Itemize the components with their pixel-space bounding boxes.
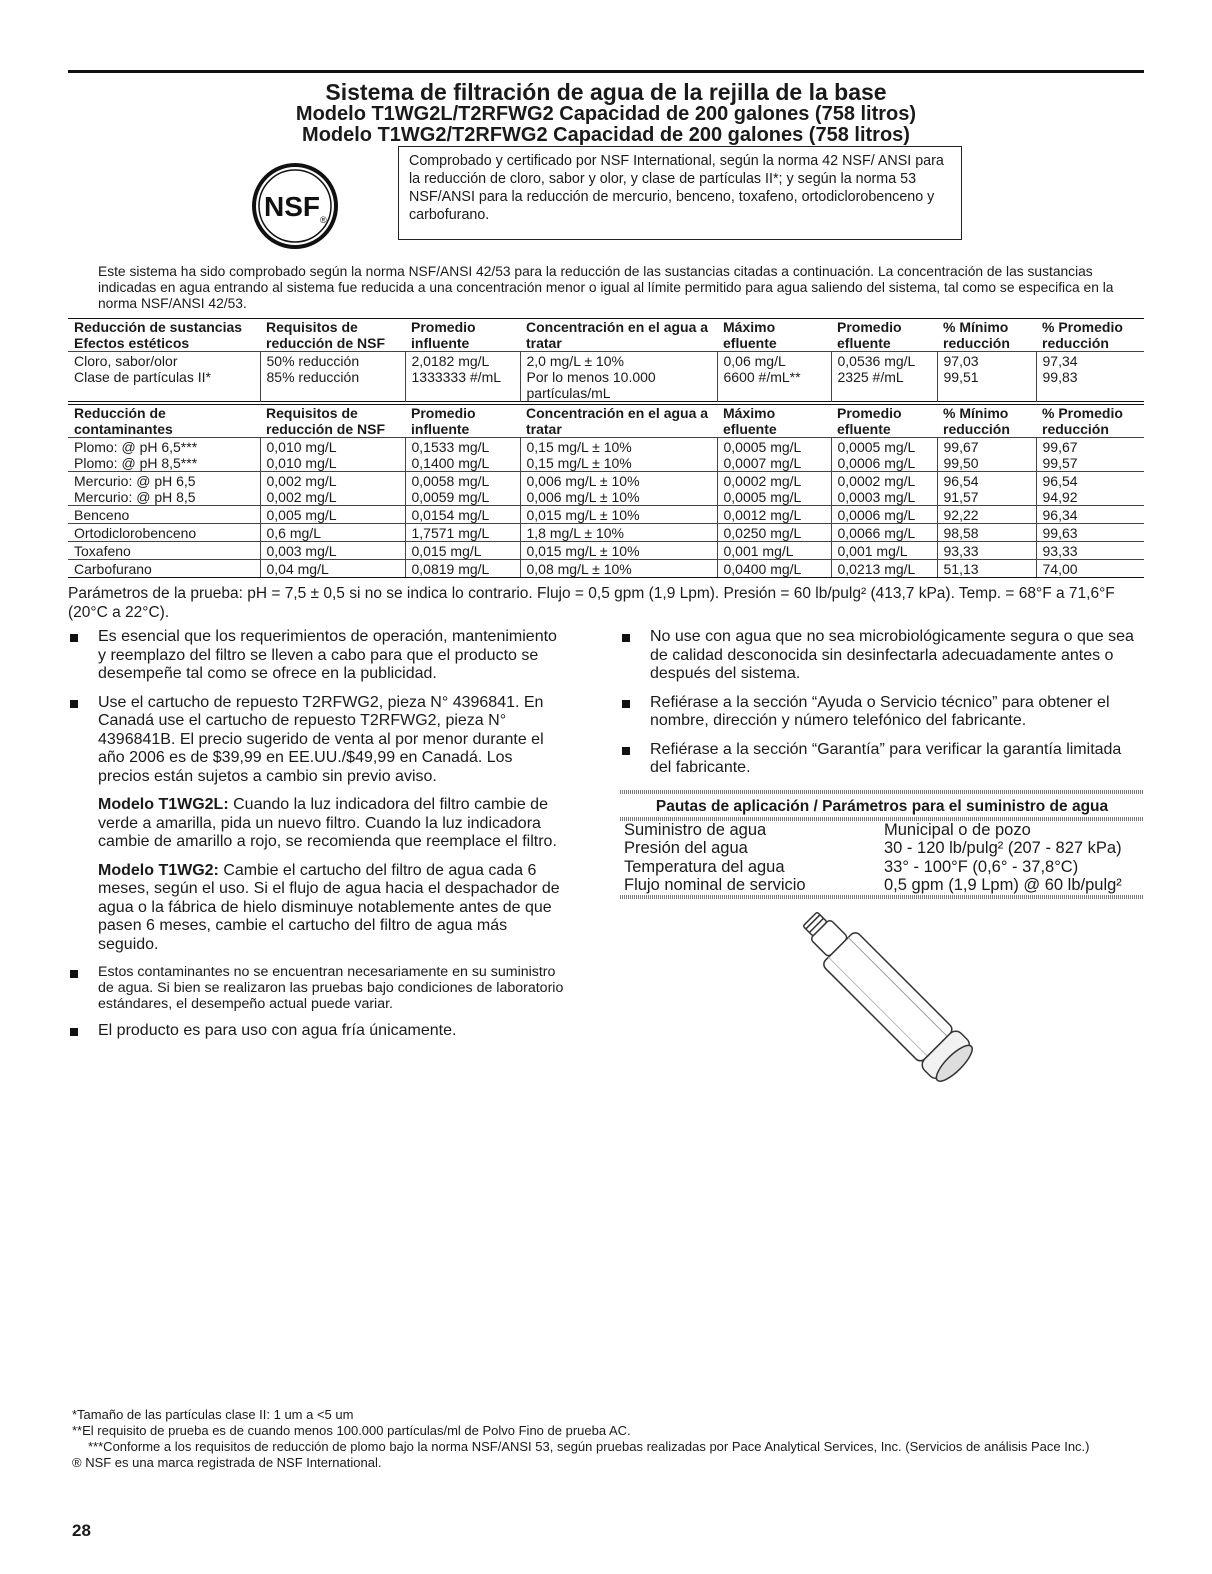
certification-row (68, 146, 1144, 254)
left-column (68, 628, 568, 1051)
table-cell: 0,08 mg/L ± 10% (520, 560, 717, 578)
water-filter-cartridge-icon (620, 899, 1144, 1089)
pautas-table (620, 821, 1144, 895)
table-row (68, 352, 1144, 402)
intro-paragraph: Este sistema ha sido comprobado según la norma NSF/ANSI 42/53 para la reducción de las sustancias citadas a continuación. La concentración de las sustancias indicadas en agua entrando al sistema fue reducida a una concentración menor o igual al límite permitido para agua saliendo del sistema, tal como se especifica en la norma NSF/ANSI 42/53. (98, 264, 1114, 311)
certification-box: Comprobado y certificado por NSF International, según la norma 42 NSF/ ANSI para la reducción de cloro, sabor y olor, y clase de partículas II*; y según la norma 53 NSF/ANSI para la reducción de mercurio, benceno, toxafeno, ortodiclorobenceno y carbofurano. (398, 146, 962, 240)
model-t1wg2l-label: Modelo T1WG2L: (98, 796, 229, 813)
table-cell: 0,0006 mg/L (831, 506, 937, 524)
nsf-logo-icon (250, 161, 340, 251)
table-header-cell: Promedio influente (405, 405, 520, 438)
table-cell: 0,0012 mg/L (717, 506, 831, 524)
table-cell: 0,1533 mg/L 0,1400 mg/L (405, 438, 520, 472)
table-cell: 0,6 mg/L (260, 524, 405, 542)
notes-columns (68, 628, 1144, 1108)
table-cell: 97,34 99,83 (1036, 352, 1144, 402)
pautas-label: Suministro de agua (624, 820, 767, 839)
page-title: Sistema de filtración de agua de la rejilla de la base (325, 79, 887, 105)
table-header-cell: % Mínimo reducción (937, 319, 1036, 352)
table-row (68, 438, 1144, 472)
table-header-row (68, 405, 1144, 438)
table-cell: 0,0536 mg/L 2325 #/mL (831, 352, 937, 402)
table-cell: Plomo: @ pH 6,5*** Plomo: @ pH 8,5*** (68, 438, 260, 472)
table-cell: 0,015 mg/L (405, 542, 520, 560)
table-header-cell: Promedio efluente (831, 319, 937, 352)
svg-text:®: ® (320, 215, 327, 225)
table-cell: 99,67 99,57 (1036, 438, 1144, 472)
table-cell: 93,33 (937, 542, 1036, 560)
table-cell: Mercurio: @ pH 6,5 Mercurio: @ pH 8,5 (68, 472, 260, 506)
table-cell: Toxafeno (68, 542, 260, 560)
table-header-cell: Concentración en el agua a tratar (520, 405, 717, 438)
model-t1wg2-label: Modelo T1WG2: (98, 861, 219, 879)
table-cell: 96,54 94,92 (1036, 472, 1144, 506)
table-row (68, 506, 1144, 524)
table-cell: 50% reducción 85% reducción (260, 352, 405, 402)
footnote-trademark: ® NSF es una marca registrada de NSF International. (72, 1455, 382, 1470)
table-cell: 2,0182 mg/L 1333333 #/mL (405, 352, 520, 402)
model-line-1: Modelo T1WG2L/T2RFWG2 Capacidad de 200 galones (758 litros) (295, 103, 917, 125)
table-header-cell: Reducción de contaminantes (68, 405, 260, 438)
table-cell: Benceno (68, 506, 260, 524)
table-cell: 99,63 (1036, 524, 1144, 542)
footnotes (72, 1407, 1152, 1471)
table-row (68, 542, 1144, 560)
table-cell: 93,33 (1036, 542, 1144, 560)
table-cell: 0,0066 mg/L (831, 524, 937, 542)
table-header-cell: Concentración en el agua a tratar (520, 319, 717, 352)
model-line-2: Modelo T1WG2/T2RFWG2 Capacidad de 200 galones (758 litros) (302, 124, 910, 146)
table-cell: Carbofurano (68, 560, 260, 578)
table-cell: 0,0005 mg/L 0,0006 mg/L (831, 438, 937, 472)
pautas-value: 30 - 120 lb/pulg² (207 - 827 kPa) (884, 839, 1122, 857)
table-cell: 0,0400 mg/L (717, 560, 831, 578)
bullet-cold-water: El producto es para uso con agua fría únicamente. (68, 1022, 568, 1041)
table-cell: 0,015 mg/L ± 10% (520, 542, 717, 560)
table-cell: Ortodiclorobenceno (68, 524, 260, 542)
table-row (68, 524, 1144, 542)
table-header-cell: Promedio efluente (831, 405, 937, 438)
top-rule (68, 70, 1144, 73)
page-number: 28 (72, 1521, 91, 1540)
table-cell: 0,003 mg/L (260, 542, 405, 560)
table-cell: 0,001 mg/L (831, 542, 937, 560)
table-cell: 0,006 mg/L ± 10% 0,006 mg/L ± 10% (520, 472, 717, 506)
model-t1wg2-note (68, 862, 568, 955)
footnote-test-dust: **El requisito de prueba es de cuando menos 100.000 partículas/ml de Polvo Fino de prueba AC. (72, 1423, 631, 1438)
table-header-cell: Máximo efluente (717, 405, 831, 438)
table-cell: 0,0213 mg/L (831, 560, 937, 578)
model-t1wg2l-text: Cuando la luz indicadora del filtro cambie de verde a amarilla, pida un nuevo filtro. Cuando la luz indicadora cambie de amarillo a rojo, se recomienda que reemplace el filtro. (98, 796, 557, 850)
table-header-cell: Reducción de sustancias Efectos estéticos (68, 319, 260, 352)
table-cell: 1,7571 mg/L (405, 524, 520, 542)
table-cell: 99,67 99,50 (937, 438, 1036, 472)
footnote-lead: ***Conforme a los requisitos de reducción de plomo bajo la norma NSF/ANSI 53, según pruebas realizadas por Pace Analytical Services, Inc. (Servicios de análisis Pace Inc.) (88, 1439, 1090, 1454)
table-cell: 0,0002 mg/L 0,0005 mg/L (717, 472, 831, 506)
table-cell: 0,0819 mg/L (405, 560, 520, 578)
bullet-service-section: Refiérase a la sección “Ayuda o Servicio técnico” para obtener el nombre, dirección y número telefónico del fabricante. (620, 694, 1144, 731)
table-cell: 0,0154 mg/L (405, 506, 520, 524)
bullet-operation: Es esencial que los requerimientos de operación, mantenimiento y reemplazo del filtro se lleven a cabo para que el producto se desempeñe tal como se ofrece en la publicidad. (68, 628, 568, 684)
pautas-label: Flujo nominal de servicio (624, 876, 806, 894)
performance-table (68, 318, 1144, 578)
table-header-cell: % Mínimo reducción (937, 405, 1036, 438)
table-cell: 2,0 mg/L ± 10% Por lo menos 10.000 partículas/mL (520, 352, 717, 402)
table-row (68, 560, 1144, 578)
table-cell: 0,002 mg/L 0,002 mg/L (260, 472, 405, 506)
table-header-cell: Requisitos de reducción de NSF (260, 405, 405, 438)
bullet-microbiological: No use con agua que no sea microbiológicamente segura o que sea de calidad desconocida sin desinfectarla adecuadamente antes o después del sistema. (620, 628, 1144, 684)
nsf-logo-text: NSF (264, 191, 320, 222)
table-cell: 0,001 mg/L (717, 542, 831, 560)
table-cell: 0,015 mg/L ± 10% (520, 506, 717, 524)
model-t1wg2-text: Cambie el cartucho del filtro de agua cada 6 meses, según el uso. Si el flujo de agua hacia el despachador de agua o la fábrica de hielo disminuye notablemente antes de que pasen 6 meses, cambie el cartucho del filtro de agua más seguido. (98, 861, 560, 953)
table-cell: 0,04 mg/L (260, 560, 405, 578)
table-header-cell: Máximo efluente (717, 319, 831, 352)
table-cell: 0,0005 mg/L 0,0007 mg/L (717, 438, 831, 472)
model-t1wg2l-note (68, 796, 568, 852)
pautas-value: 33° - 100°F (0,6° - 37,8°C) (884, 857, 1079, 876)
pautas-value: Municipal o de pozo (884, 820, 1031, 839)
table-cell: 0,010 mg/L 0,010 mg/L (260, 438, 405, 472)
table-cell: 0,005 mg/L (260, 506, 405, 524)
table-cell: 0,0250 mg/L (717, 524, 831, 542)
page (68, 70, 1144, 1108)
table-cell: 0,06 mg/L 6600 #/mL** (717, 352, 831, 402)
footnote-particles: *Tamaño de las partículas clase II: 1 um a <5 um (72, 1407, 354, 1422)
table-cell: 0,0002 mg/L 0,0003 mg/L (831, 472, 937, 506)
bullet-replacement-cartridge: Use el cartucho de repuesto T2RFWG2, pieza N° 4396841. En Canadá use el cartucho de repuesto T2RFWG2, pieza N° 4396841B. El precio sugerido de venta al por menor durante el año 2006 es de $39,99 en EE.UU./$49,99 en Canadá. Los precios están sujetos a cambio sin previo aviso. (68, 694, 568, 787)
table-cell: 96,34 (1036, 506, 1144, 524)
table-header-cell: Requisitos de reducción de NSF (260, 319, 405, 352)
table-cell: 96,54 91,57 (937, 472, 1036, 506)
pautas-label: Presión del agua (624, 839, 748, 857)
table-cell: 97,03 99,51 (937, 352, 1036, 402)
table-cell: Cloro, sabor/olor Clase de partículas II* (68, 352, 260, 402)
table-cell: 51,13 (937, 560, 1036, 578)
right-column (620, 628, 1144, 1089)
table-cell: 92,22 (937, 506, 1036, 524)
pautas-value: 0,5 gpm (1,9 Lpm) @ 60 lb/pulg² (884, 876, 1122, 894)
table-header-row (68, 319, 1144, 352)
table-cell: 98,58 (937, 524, 1036, 542)
pautas-title: Pautas de aplicación / Parámetros para el suministro de agua (655, 797, 1109, 815)
bullet-warranty-section: Refiérase a la sección “Garantía” para verificar la garantía limitada del fabricante. (620, 741, 1144, 778)
table-header-cell: Promedio influente (405, 319, 520, 352)
table-row (68, 472, 1144, 506)
table-cell: 0,15 mg/L ± 10% 0,15 mg/L ± 10% (520, 438, 717, 472)
filter-illustration (620, 899, 1144, 1089)
table-header-cell: % Promedio reducción (1036, 319, 1144, 352)
table-cell: 0,0058 mg/L 0,0059 mg/L (405, 472, 520, 506)
pautas-top-rule (620, 790, 1144, 794)
test-parameters: Parámetros de la prueba: pH = 7,5 ± 0,5 si no se indica lo contrario. Flujo = 0,5 gpm (1,9 Lpm). Presión = 60 lb/pulg² (413,7 kPa). Temp. = 68°F a 71,6°F (20°C a 22°C). (68, 585, 1115, 621)
pautas-label: Temperatura del agua (624, 857, 785, 876)
title-block (68, 80, 1144, 146)
bullet-contaminants: Estos contaminantes no se encuentran necesariamente en su suministro de agua. Si bien se realizaron las pruebas bajo condiciones de laboratorio estándares, el desempeño actual puede variar. (68, 964, 568, 1012)
table-header-cell: % Promedio reducción (1036, 405, 1144, 438)
table-cell: 1,8 mg/L ± 10% (520, 524, 717, 542)
table-cell: 74,00 (1036, 560, 1144, 578)
